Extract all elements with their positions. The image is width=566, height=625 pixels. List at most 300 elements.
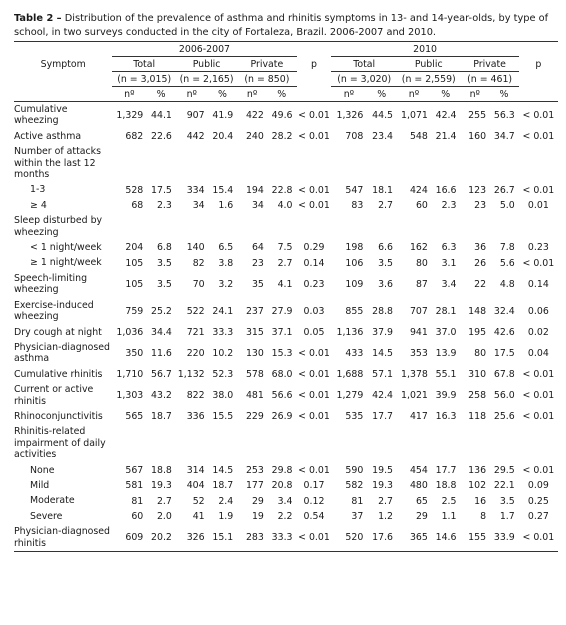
p-value-cell: 0.23: [303, 278, 325, 290]
row-label: Physician-diagnosed asthma: [14, 341, 110, 365]
unit-count: nº: [397, 87, 431, 102]
value-cell: 136: [468, 464, 487, 476]
value-cell: 80: [415, 257, 428, 269]
row-label: ≥ 1 night/week: [30, 257, 102, 269]
value-cell: 253: [245, 464, 264, 476]
p-value-cell: 0.14: [303, 257, 325, 269]
value-cell: 353: [409, 347, 428, 359]
value-cell: 21.4: [435, 131, 457, 143]
n-private-2006: (n = 850): [237, 72, 296, 87]
value-cell: 480: [409, 480, 428, 492]
value-cell: 28.8: [372, 305, 394, 317]
value-cell: 4.1: [277, 278, 293, 290]
value-cell: 334: [186, 184, 205, 196]
p-value-cell: < 0.01: [298, 109, 330, 121]
value-cell: 23: [474, 200, 487, 212]
p-value-cell: 0.23: [527, 242, 549, 254]
unit-percent: %: [431, 87, 461, 102]
value-cell: 310: [468, 368, 487, 380]
value-cell: 105: [125, 278, 144, 290]
value-cell: 29: [415, 510, 428, 522]
value-cell: 454: [409, 464, 428, 476]
p-value-cell: < 0.01: [522, 368, 555, 380]
value-cell: 682: [125, 131, 144, 143]
value-cell: 7.8: [499, 242, 515, 254]
value-cell: 105: [125, 257, 144, 269]
table-row: [14, 424, 558, 462]
row-label: Exercise-induced wheezing: [14, 299, 94, 323]
value-cell: 17.7: [435, 464, 457, 476]
value-cell: 15.3: [271, 347, 293, 359]
value-cell: 35: [251, 278, 264, 290]
value-cell: 15.4: [212, 184, 234, 196]
p-value-cell: 0.12: [303, 495, 325, 507]
value-cell: 22.6: [151, 131, 172, 143]
header-row-units: [14, 87, 558, 102]
value-cell: 240: [245, 131, 264, 143]
n-public-2010: (n = 2,559): [397, 72, 460, 87]
value-cell: 44.5: [372, 109, 394, 121]
p-value-cell: < 0.01: [522, 464, 555, 476]
row-label: Dry cough at night: [14, 326, 102, 338]
value-cell: 2.4: [218, 495, 234, 507]
p-value-cell: 0.06: [527, 305, 549, 317]
value-cell: 1,378: [401, 368, 428, 380]
p-value-cell: 0.25: [527, 495, 549, 507]
value-cell: 17.5: [493, 347, 515, 359]
value-cell: 87: [415, 278, 428, 290]
value-cell: 22.8: [271, 184, 293, 196]
value-cell: 70: [192, 278, 205, 290]
value-cell: 36: [474, 242, 487, 254]
value-cell: 25.2: [151, 305, 172, 317]
value-cell: 1,071: [401, 109, 428, 121]
value-cell: 194: [245, 184, 264, 196]
p-value-cell: < 0.01: [519, 524, 558, 551]
row-label: Cumulative rhinitis: [14, 368, 103, 380]
value-cell: 520: [331, 524, 366, 551]
value-cell: 907: [186, 109, 205, 121]
value-cell: 15.1: [208, 524, 238, 551]
value-cell: 255: [468, 109, 487, 121]
value-cell: 1.2: [378, 510, 394, 522]
value-cell: 481: [245, 390, 264, 402]
value-cell: 37.1: [271, 326, 293, 338]
unit-count: nº: [176, 87, 208, 102]
value-cell: 25.6: [493, 411, 515, 423]
p-value-cell: < 0.01: [522, 109, 555, 121]
value-cell: 16: [474, 495, 487, 507]
value-cell: 106: [345, 257, 364, 269]
value-cell: 123: [468, 184, 487, 196]
value-cell: 3.5: [378, 257, 394, 269]
value-cell: 37: [351, 510, 364, 522]
value-cell: 336: [186, 411, 205, 423]
row-label: Cumulative wheezing: [14, 104, 68, 127]
value-cell: 140: [186, 242, 205, 254]
p-value-cell: < 0.01: [298, 411, 330, 423]
value-cell: 49.6: [271, 109, 293, 121]
value-cell: 5.6: [499, 257, 515, 269]
p-value-cell: 0.14: [527, 278, 549, 290]
row-label: < 1 night/week: [30, 242, 102, 254]
value-cell: 3.5: [156, 257, 172, 269]
value-cell: 37.9: [372, 326, 394, 338]
unit-percent: %: [208, 87, 238, 102]
value-cell: 16.6: [435, 184, 457, 196]
value-cell: 590: [345, 464, 364, 476]
row-label: Mild: [30, 479, 50, 491]
value-cell: 34: [192, 200, 205, 212]
value-cell: 283: [237, 524, 267, 551]
value-cell: 19.3: [372, 480, 394, 492]
p-value-cell: < 0.01: [522, 257, 555, 269]
table-row: [14, 129, 558, 144]
value-cell: 33.3: [267, 524, 297, 551]
value-cell: 204: [125, 242, 144, 254]
value-cell: 822: [186, 390, 205, 402]
value-cell: 38.0: [212, 390, 234, 402]
value-cell: 17.7: [372, 411, 394, 423]
value-cell: 52: [192, 495, 205, 507]
value-cell: 18.8: [151, 464, 172, 476]
p-value-cell: < 0.01: [522, 184, 555, 196]
value-cell: 64: [251, 242, 264, 254]
value-cell: 28.2: [271, 131, 293, 143]
value-cell: 609: [112, 524, 146, 551]
p-value-cell: 0.29: [303, 242, 325, 254]
value-cell: 6.6: [378, 242, 394, 254]
value-cell: 26: [474, 257, 487, 269]
col-header-public-2: Public: [397, 57, 460, 72]
value-cell: 55.1: [435, 368, 457, 380]
value-cell: 118: [468, 411, 487, 423]
value-cell: 17.5: [151, 184, 172, 196]
p-value-cell: < 0.01: [522, 390, 555, 402]
value-cell: 578: [245, 368, 264, 380]
unit-percent: %: [366, 87, 397, 102]
value-cell: 18.7: [151, 411, 172, 423]
value-cell: 65: [415, 495, 428, 507]
table-caption: [14, 12, 555, 38]
value-cell: 33.9: [489, 524, 519, 551]
row-label: 1-3: [30, 184, 46, 196]
value-cell: 417: [409, 411, 428, 423]
value-cell: 422: [245, 109, 264, 121]
value-cell: 14.5: [212, 464, 234, 476]
value-cell: 548: [409, 131, 428, 143]
value-cell: 57.1: [372, 368, 394, 380]
value-cell: 1.6: [218, 200, 234, 212]
p-value-cell: 0.03: [303, 305, 325, 317]
row-label: Rhinoconjunctivitis: [14, 410, 103, 422]
value-cell: 160: [468, 131, 487, 143]
value-cell: 522: [186, 305, 205, 317]
p-value-cell: < 0.01: [298, 184, 330, 196]
value-cell: 82: [192, 257, 205, 269]
row-label: None: [30, 464, 55, 476]
value-cell: 41: [192, 510, 205, 522]
value-cell: 404: [186, 480, 205, 492]
value-cell: 198: [345, 242, 364, 254]
row-label: Rhinitis-related impairment of daily activities: [14, 426, 106, 461]
value-cell: 102: [468, 480, 487, 492]
value-cell: 567: [125, 464, 144, 476]
col-header-p1: p: [297, 42, 332, 87]
value-cell: 3.4: [277, 495, 293, 507]
table-row: [14, 271, 558, 298]
value-cell: 148: [468, 305, 487, 317]
value-cell: 237: [245, 305, 264, 317]
value-cell: 2.7: [378, 200, 394, 212]
p-value-cell: < 0.01: [298, 131, 330, 143]
value-cell: 155: [461, 524, 490, 551]
unit-count: nº: [461, 87, 490, 102]
col-header-total-2: Total: [331, 57, 397, 72]
unit-count: nº: [237, 87, 267, 102]
table-row: [14, 509, 558, 524]
value-cell: 109: [345, 278, 364, 290]
value-cell: 1,326: [336, 109, 364, 121]
value-cell: 19: [251, 510, 264, 522]
p-value-cell: 0.01: [527, 200, 549, 212]
table-row: [14, 382, 558, 409]
value-cell: 3.5: [499, 495, 515, 507]
unit-count: nº: [112, 87, 146, 102]
table-row: [14, 144, 558, 182]
value-cell: 56.7: [151, 368, 172, 380]
value-cell: 56.3: [493, 109, 515, 121]
value-cell: 18.7: [212, 480, 234, 492]
p-value-cell: < 0.01: [298, 368, 330, 380]
value-cell: 535: [345, 411, 364, 423]
value-cell: 1,036: [116, 326, 144, 338]
table-row: [14, 325, 558, 340]
value-cell: 1.1: [441, 510, 457, 522]
value-cell: 2.7: [156, 495, 172, 507]
value-cell: 26.7: [493, 184, 515, 196]
table-row: [14, 198, 558, 213]
value-cell: 6.8: [156, 242, 172, 254]
p-value-cell: < 0.01: [298, 390, 330, 402]
value-cell: 42.4: [372, 390, 394, 402]
value-cell: 14.6: [431, 524, 461, 551]
value-cell: 24.1: [212, 305, 234, 317]
value-cell: 4.8: [499, 278, 515, 290]
table-row: [14, 298, 558, 325]
value-cell: 19.3: [151, 480, 172, 492]
value-cell: 34.4: [151, 326, 172, 338]
value-cell: 581: [125, 480, 144, 492]
value-cell: 10.2: [212, 347, 234, 359]
value-cell: 547: [345, 184, 364, 196]
value-cell: 67.8: [493, 368, 515, 380]
value-cell: 18.8: [435, 480, 457, 492]
n-total-2010: (n = 3,020): [331, 72, 397, 87]
value-cell: 29.5: [493, 464, 515, 476]
prevalence-table: [14, 41, 558, 552]
unit-count: nº: [331, 87, 366, 102]
table-row: [14, 102, 558, 129]
value-cell: 707: [409, 305, 428, 317]
p-value-cell: < 0.01: [522, 411, 555, 423]
value-cell: 582: [345, 480, 364, 492]
value-cell: 195: [468, 326, 487, 338]
value-cell: 365: [397, 524, 431, 551]
caption-text: Distribution of the prevalence of asthma and rhinitis symptoms in 13- and 14-year-olds, by type of school, in two surveys conducted in the city of Fortaleza, Brazil. 2006-2007 and 2010.: [14, 13, 549, 38]
table-row: [14, 340, 558, 367]
value-cell: 5.0: [499, 200, 515, 212]
p-value-cell: < 0.01: [298, 464, 330, 476]
row-label: Physician-diagnosed rhinitis: [14, 524, 112, 551]
value-cell: 433: [345, 347, 364, 359]
value-cell: 855: [345, 305, 364, 317]
table-row: [14, 524, 558, 551]
value-cell: 2.3: [156, 200, 172, 212]
value-cell: 27.9: [271, 305, 293, 317]
p-value-cell: 0.17: [303, 480, 325, 492]
value-cell: 3.5: [156, 278, 172, 290]
value-cell: 2.3: [441, 200, 457, 212]
value-cell: 43.2: [151, 390, 172, 402]
value-cell: 4.0: [277, 200, 293, 212]
value-cell: 1,329: [116, 109, 144, 121]
value-cell: 33.3: [212, 326, 234, 338]
value-cell: 56.0: [493, 390, 515, 402]
value-cell: 220: [186, 347, 205, 359]
table-row: [14, 213, 558, 240]
value-cell: 708: [345, 131, 364, 143]
value-cell: 2.7: [378, 495, 394, 507]
value-cell: 258: [468, 390, 487, 402]
value-cell: 29.8: [271, 464, 293, 476]
value-cell: 162: [409, 242, 428, 254]
value-cell: 28.1: [435, 305, 457, 317]
table-row: [14, 240, 558, 255]
row-label: Active asthma: [14, 130, 82, 142]
value-cell: 3.2: [218, 278, 234, 290]
value-cell: 16.3: [435, 411, 457, 423]
value-cell: 2.0: [156, 510, 172, 522]
value-cell: 19.5: [372, 464, 394, 476]
value-cell: 39.9: [435, 390, 457, 402]
p-value-cell: < 0.01: [522, 131, 555, 143]
value-cell: 37.0: [435, 326, 457, 338]
table-row: [14, 409, 558, 424]
value-cell: 13.9: [435, 347, 457, 359]
value-cell: 1,710: [116, 368, 144, 380]
p-value-cell: 0.54: [303, 510, 325, 522]
value-cell: 18.1: [372, 184, 394, 196]
value-cell: 1.7: [499, 510, 515, 522]
value-cell: 41.9: [212, 109, 234, 121]
value-cell: 81: [351, 495, 364, 507]
value-cell: 3.8: [218, 257, 234, 269]
value-cell: 81: [131, 495, 144, 507]
table-row: [14, 367, 558, 382]
value-cell: 23.4: [372, 131, 394, 143]
caption-label: Table 2 –: [14, 13, 62, 24]
row-label: Number of attacks within the last 12 months: [14, 146, 101, 181]
value-cell: 528: [125, 184, 144, 196]
row-label: Current or active rhinitis: [14, 384, 94, 407]
p-value-cell: 0.02: [527, 326, 549, 338]
value-cell: 1,688: [336, 368, 364, 380]
col-header-symptom: Symptom: [14, 42, 112, 87]
col-header-private-2: Private: [461, 57, 519, 72]
n-private-2010: (n = 461): [461, 72, 519, 87]
value-cell: 26.9: [271, 411, 293, 423]
value-cell: 2.2: [277, 510, 293, 522]
value-cell: 23: [251, 257, 264, 269]
value-cell: 7.5: [277, 242, 293, 254]
value-cell: 2.5: [441, 495, 457, 507]
value-cell: 42.4: [435, 109, 457, 121]
value-cell: 941: [409, 326, 428, 338]
value-cell: 52.3: [212, 368, 234, 380]
value-cell: 1,303: [116, 390, 144, 402]
value-cell: 759: [125, 305, 144, 317]
header-row-period: [14, 42, 558, 57]
value-cell: 44.1: [151, 109, 172, 121]
value-cell: 32.4: [493, 305, 515, 317]
value-cell: 20.8: [271, 480, 293, 492]
row-label: Sleep disturbed by wheezing: [14, 215, 103, 238]
period-header-2006: 2006-2007: [112, 42, 296, 57]
value-cell: 326: [176, 524, 208, 551]
value-cell: 14.5: [372, 347, 394, 359]
row-label: Speech-limiting wheezing: [14, 272, 88, 296]
p-value-cell: < 0.01: [298, 347, 330, 359]
value-cell: 42.6: [493, 326, 515, 338]
value-cell: 68: [131, 200, 144, 212]
value-cell: 11.6: [151, 347, 172, 359]
table-row: [14, 493, 558, 508]
table-row: [14, 478, 558, 493]
period-header-2010: 2010: [331, 42, 518, 57]
value-cell: 1,021: [401, 390, 428, 402]
p-value-cell: 0.05: [303, 326, 325, 338]
value-cell: 314: [186, 464, 205, 476]
value-cell: 350: [125, 347, 144, 359]
value-cell: 229: [245, 411, 264, 423]
col-header-private-1: Private: [237, 57, 296, 72]
value-cell: 1,279: [336, 390, 364, 402]
value-cell: 34: [251, 200, 264, 212]
table-row: [14, 182, 558, 197]
value-cell: 3.1: [441, 257, 457, 269]
value-cell: 80: [474, 347, 487, 359]
col-header-total-1: Total: [112, 57, 175, 72]
value-cell: 721: [186, 326, 205, 338]
value-cell: 177: [245, 480, 264, 492]
value-cell: 6.5: [218, 242, 234, 254]
value-cell: 3.4: [441, 278, 457, 290]
value-cell: 68.0: [271, 368, 293, 380]
value-cell: 442: [186, 131, 205, 143]
value-cell: 1.9: [218, 510, 234, 522]
unit-percent: %: [489, 87, 519, 102]
value-cell: 424: [409, 184, 428, 196]
row-label: Severe: [30, 510, 63, 522]
row-label: ≥ 4: [30, 199, 47, 211]
p-value-cell: 0.27: [527, 510, 549, 522]
value-cell: 6.3: [441, 242, 457, 254]
value-cell: 29: [251, 495, 264, 507]
table-row: [14, 255, 558, 270]
table-body: [14, 102, 558, 552]
n-total-2006: (n = 3,015): [112, 72, 175, 87]
